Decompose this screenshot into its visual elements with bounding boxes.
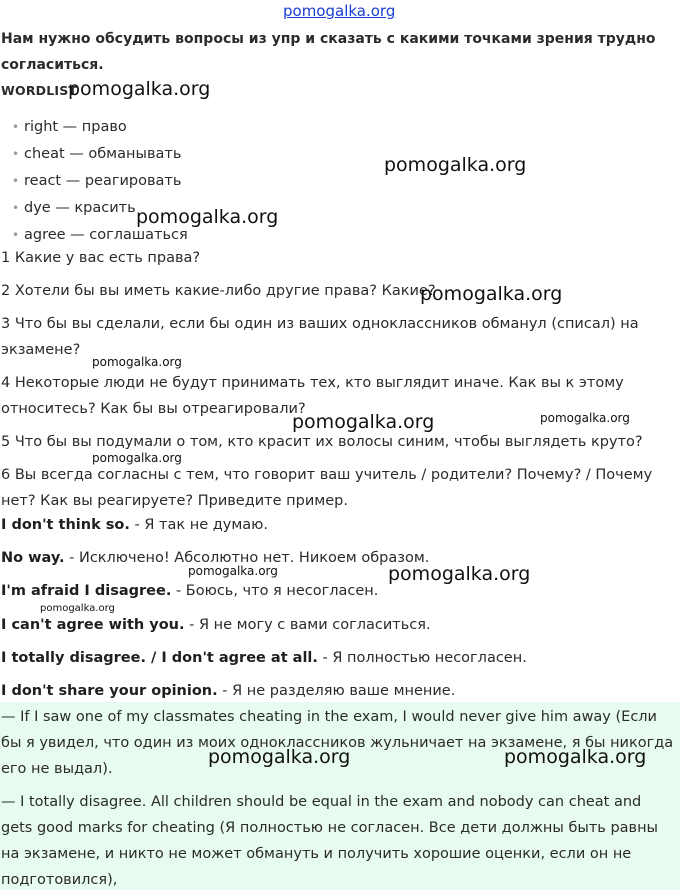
phrase-item <box>1 578 676 604</box>
phrase-ru: - Я не могу с вами согласиться. <box>184 617 431 633</box>
watermark-text: pomogalka.org <box>388 563 531 585</box>
question-4: 4 Некоторые люди не будут принимать тех, кто выглядит иначе. Как вы к этому относитесь? Как бы вы отреагировали? <box>1 375 624 417</box>
watermark-text: pomogalka.org <box>292 411 435 433</box>
phrase-item <box>1 512 676 538</box>
question-3: 3 Что бы вы сделали, если бы один из ваших одноклассников обманул (списал) на экзамене? <box>1 316 639 358</box>
wordlist-item: • react — реагировать <box>0 168 188 195</box>
answer-2: — I totally disagree. All children should be equal in the exam and nobody can cheat and gets good marks for cheating (Я полностью не согласен. Все дети должны быть равны на экзамене, и никто не может обмануть и получить хорошие оценки, если он не подготовился), <box>1 794 659 888</box>
question-2: 2 Хотели бы вы иметь какие-либо другие права? Какие? <box>1 283 436 299</box>
watermark-text: pomogalka.org <box>92 451 182 465</box>
phrase-item <box>1 645 676 671</box>
intro-text: Нам нужно обсудить вопросы из упр и сказать с какими точками зрения трудно согласиться. <box>1 31 656 73</box>
phrase-item <box>1 612 676 638</box>
watermark-text: pomogalka.org <box>420 283 563 305</box>
phrase-item <box>1 678 676 704</box>
watermark-text: pomogalka.org <box>384 154 527 176</box>
answer-1: — If I saw one of my classmates cheating in the exam, I would never give him away (Если бы я увидел, что один из моих одноклассников жульничает на экзамене, я бы никогда его не выдал). <box>1 709 674 777</box>
wordlist-item: • right — право <box>0 114 188 141</box>
wordlist-item: • agree — соглашаться <box>0 222 188 249</box>
watermark-text: pomogalka.org <box>136 206 279 228</box>
phrase-en: No way. <box>1 550 65 566</box>
watermark-text: pomogalka.org <box>208 746 351 768</box>
phrase-en: I'm afraid I disagree. <box>1 583 172 599</box>
phrase-en: I can't agree with you. <box>1 617 185 633</box>
phrase-en: I don't share your opinion. <box>1 683 218 699</box>
phrase-item <box>1 545 676 571</box>
wordlist-item: • dye — красить <box>0 195 188 222</box>
question-6: 6 Вы всегда согласны с тем, что говорит ваш учитель / родители? Почему? / Почему нет? Как вы реагируете? Приведите пример. <box>1 467 653 509</box>
wordlist <box>0 114 188 249</box>
question-1: 1 Какие у вас есть права? <box>1 250 201 266</box>
phrase-ru: - Боюсь, что я несогласен. <box>171 583 379 599</box>
watermark-link[interactable]: pomogalka.org <box>283 2 396 20</box>
wordlist-item: • cheat — обманывать <box>0 141 188 168</box>
watermark-text: pomogalka.org <box>188 564 278 578</box>
phrase-en: I don't think so. <box>1 517 130 533</box>
phrase-ru: - Я полностью несогласен. <box>317 650 527 666</box>
phrase-ru: - Я не разделяю ваше мнение. <box>217 683 456 699</box>
phrase-en: I totally disagree. / I don't agree at all. <box>1 650 318 666</box>
question-5: 5 Что бы вы подумали о том, кто красит их волосы синим, чтобы выглядеть круто? <box>1 434 643 450</box>
watermark-text: pomogalka.org <box>92 355 182 369</box>
wordlist-title: WORDLIST <box>1 83 78 98</box>
watermark-text: pomogalka.org <box>40 603 115 614</box>
watermark-text: pomogalka.org <box>504 746 647 768</box>
phrase-ru: - Я так не думаю. <box>129 517 268 533</box>
watermark-text: pomogalka.org <box>540 411 630 425</box>
watermark-text: pomogalka.org <box>68 78 211 100</box>
phrase-ru: - Исключено! Абсолютно нет. Никоем образом. <box>64 550 430 566</box>
